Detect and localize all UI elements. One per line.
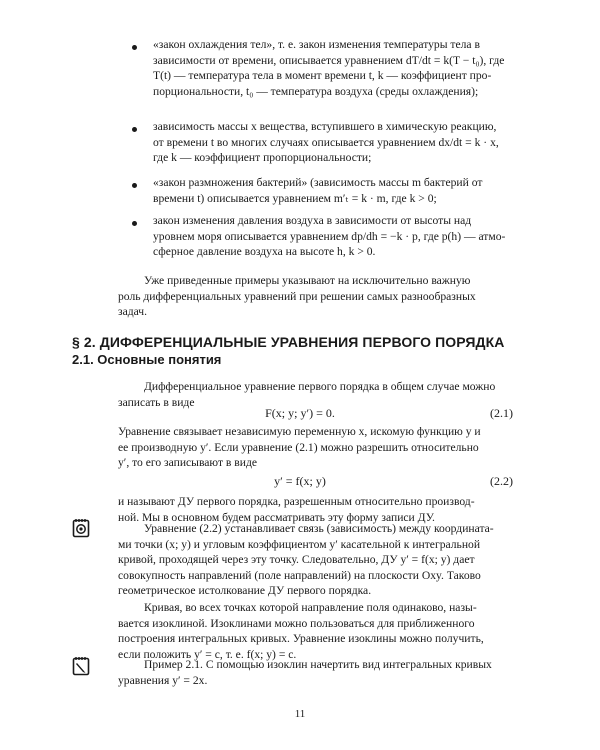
equation-2-1: F(x; y; y′) = 0.	[265, 406, 335, 420]
text-line: ной. Мы в основном будем рассматривать эту форму записи ДУ.	[118, 510, 435, 524]
page-number: 11	[294, 708, 306, 720]
subsection-title: 2.1. Основные понятия	[72, 352, 222, 367]
text-line: кривой, проходящей через эту точку. Следовательно, ДУ y′ = f(x; y) дает	[118, 553, 475, 566]
bullet-marker	[132, 221, 137, 226]
text-line: сферное давление воздуха на высоте h, k > 0.	[153, 245, 376, 258]
text-line: и называют ДУ первого порядка, разрешенным относительно производ-	[118, 495, 475, 508]
text-line: Пример 2.1. С помощью изоклин начертить вид интегральных кривых	[144, 658, 492, 671]
text-line: роль дифференциальных уравнений при решении самых разнообразных	[118, 289, 476, 303]
text-line: вается изоклиной. Изоклинами можно пользоваться для приближенного	[118, 616, 475, 630]
text-line: зависимости от времени, описывается уравнением dT/dt = k(T − t₀), где	[153, 53, 505, 67]
text-line: где k — коэффициент пропорциональности;	[153, 151, 372, 164]
text-line: T(t) — температура тела в момент времени t, k — коэффициент про-	[153, 69, 492, 82]
text-line: если положить y′ = c, т. е. f(x; y) = c.	[118, 647, 297, 661]
text-line: геометрическое истолкование ДУ первого порядка.	[118, 584, 372, 597]
definition-marker-icon	[72, 518, 90, 538]
paragraph-explicit-form	[118, 424, 516, 471]
example-marker-icon	[72, 656, 90, 676]
bullet-marker	[132, 45, 137, 50]
text-line: записать в виде	[118, 395, 195, 409]
text-line: закон изменения давления воздуха в зависимости от высоты над	[153, 214, 472, 227]
equation-2-2: y′ = f(x; y)	[274, 474, 326, 488]
intro-paragraph	[118, 273, 516, 320]
equation-number: (2.2)	[490, 474, 513, 488]
bullet-item-cooling-law	[153, 37, 516, 99]
text-line: Кривая, во всех точках которой направление поля одинаково, назы-	[144, 601, 477, 614]
equation-number: (2.1)	[490, 406, 513, 420]
example-2-1	[118, 657, 516, 688]
paragraph-isocline	[118, 600, 516, 662]
text-line: построения интегральных кривых. Уравнение изоклины можно получить,	[118, 632, 484, 645]
text-line: Уравнение (2.2) устанавливает связь (зависимость) между координата-	[144, 522, 494, 535]
text-line: времени t) описывается уравнением m′ₜ = k · m, где k > 0;	[153, 191, 437, 205]
paragraph-geometric-meaning	[118, 521, 516, 599]
text-line: совокупность направлений (поле направлений) на плоскости Oxy. Таково	[118, 568, 481, 582]
text-line: порциональности, t₀ — температура воздуха (среды охлаждения);	[153, 84, 479, 98]
text-line: ми точки (x; y) и угловым коэффициентом y′ касательной к интегральной	[118, 537, 481, 551]
text-line: уравнения y′ = 2x.	[118, 673, 208, 687]
text-line: Дифференциальное уравнение первого порядка в общем случае можно	[144, 380, 496, 393]
text-line: от времени t во многих случаях описывается уравнением dx/dt = k · x,	[153, 135, 499, 149]
text-line: y′, то его записывают в виде	[118, 456, 257, 469]
bullet-item-chemical-reaction	[153, 119, 516, 166]
section-title: § 2. ДИФФЕРЕНЦИАЛЬНЫЕ УРАВНЕНИЯ ПЕРВОГО ПОРЯДКА	[72, 334, 505, 350]
text-line: «закон размножения бактерий» (зависимость массы m бактерий от	[153, 176, 483, 189]
bullet-marker	[132, 127, 137, 132]
text-line: «закон охлаждения тел», т. е. закон изменения температуры тела в	[153, 38, 480, 51]
text-line: ее производную y′. Если уравнение (2.1) можно разрешить относительно	[118, 440, 479, 454]
bullet-marker	[132, 183, 137, 188]
bullet-item-bacteria-growth	[153, 175, 516, 206]
text-line: Уже приведенные примеры указывают на исключительно важную	[144, 274, 471, 287]
text-line: задач.	[118, 305, 148, 318]
text-line: Уравнение связывает независимую переменную x, искомую функцию y и	[118, 425, 481, 438]
text-line: зависимость массы x вещества, вступившего в химическую реакцию,	[153, 120, 497, 133]
text-line: уровнем моря описывается уравнением dp/dh = −k · p, где p(h) — атмо-	[153, 229, 506, 243]
bullet-item-air-pressure	[153, 213, 516, 260]
